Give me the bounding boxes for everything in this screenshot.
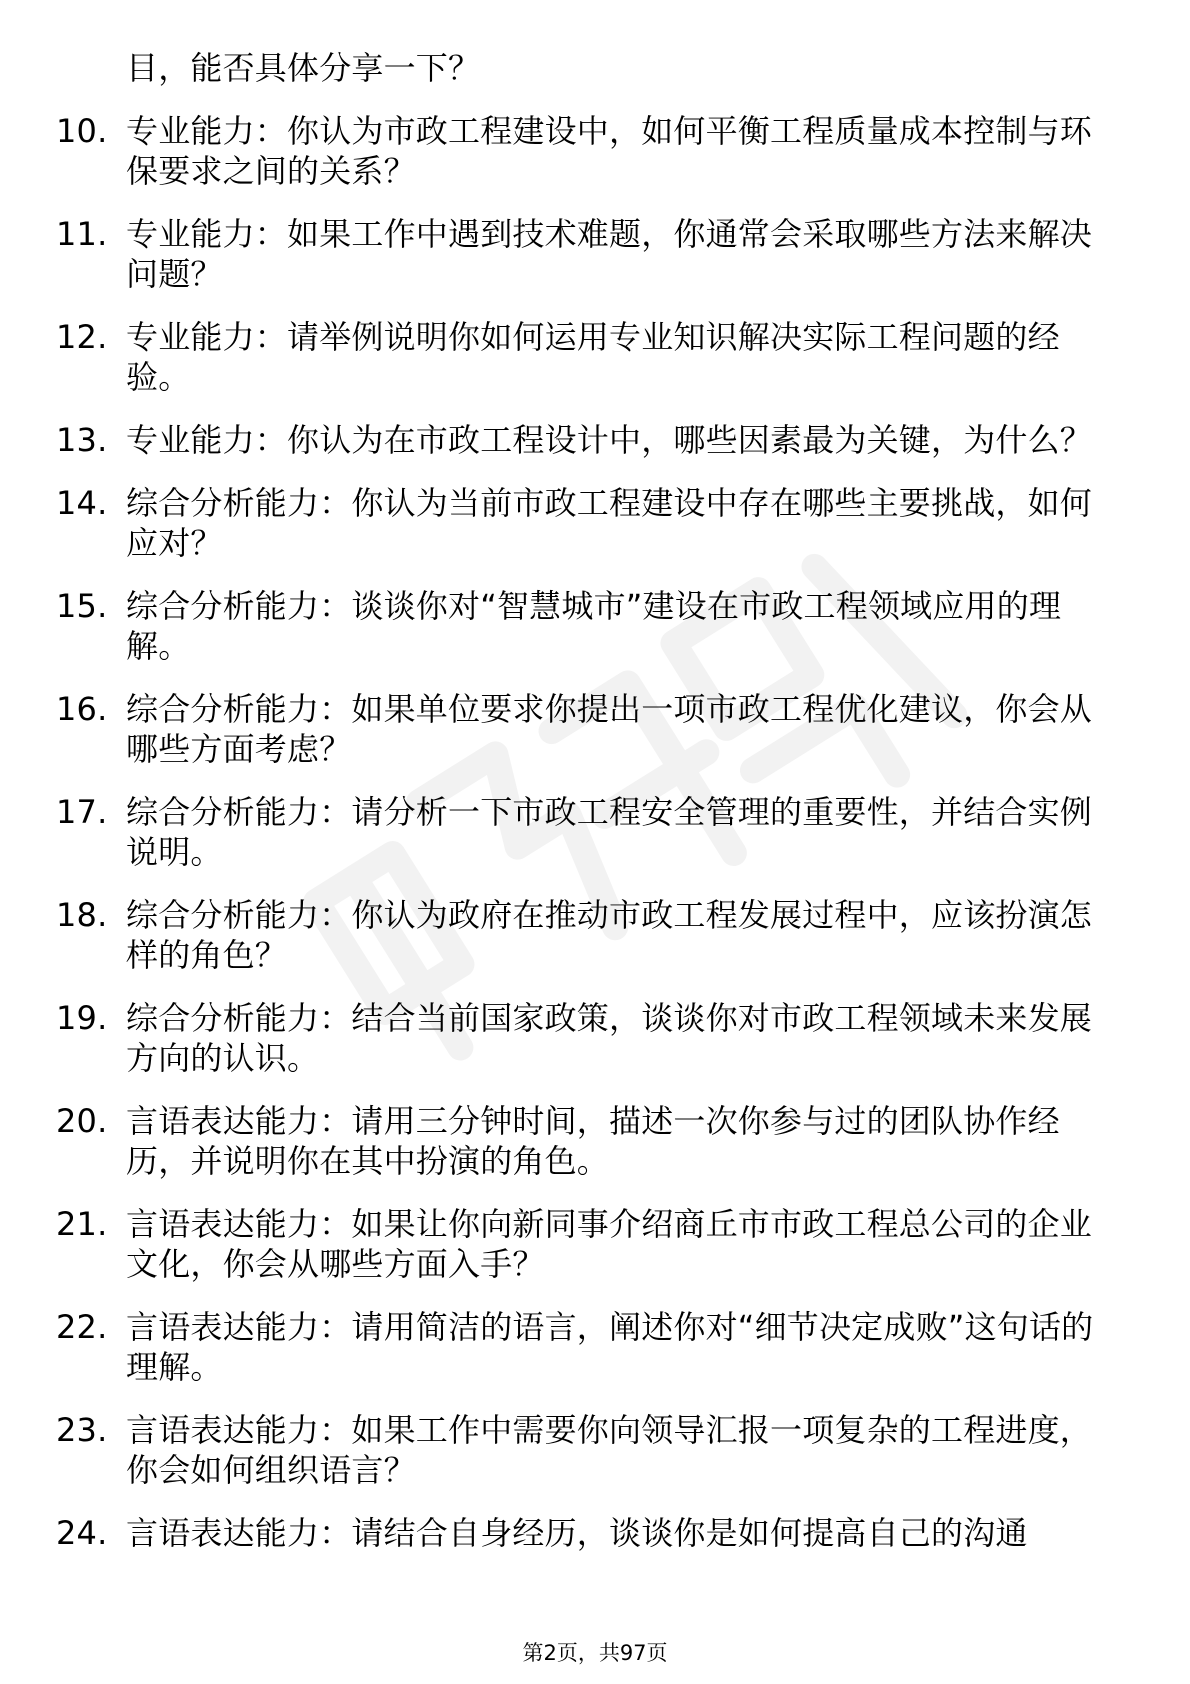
list-item [56, 1204, 1106, 1284]
item-text: 言语表达能力：请用简洁的语言，阐述你对“细节决定成败”这句话的理解。 [126, 1308, 1094, 1386]
item-number: 11. [56, 215, 108, 253]
item-number: 24. [56, 1514, 108, 1552]
list-item [56, 1307, 1106, 1387]
item-text: 综合分析能力：你认为当前市政工程建设中存在哪些主要挑战，如何应对？ [126, 484, 1093, 562]
list-item [56, 792, 1106, 872]
item-text: 专业能力：请举例说明你如何运用专业知识解决实际工程问题的经验。 [126, 318, 1060, 396]
item-number: 16. [56, 690, 108, 728]
list-item [56, 586, 1106, 666]
item-text: 综合分析能力：你认为政府在推动市政工程发展过程中，应该扮演怎样的角色？ [126, 896, 1093, 974]
list-item [56, 214, 1106, 294]
item-number: 23. [56, 1411, 108, 1449]
list-item [56, 689, 1106, 769]
item-number: 21. [56, 1205, 108, 1243]
list-item [56, 1101, 1106, 1181]
item-text: 专业能力：你认为市政工程建设中，如何平衡工程质量成本控制与环保要求之间的关系？ [126, 112, 1093, 190]
page-number: 第2页，共97页 [522, 1641, 668, 1665]
list-item [56, 111, 1106, 191]
item-number: 18. [56, 896, 108, 934]
item-number: 20. [56, 1102, 108, 1140]
item-number: 13. [56, 421, 108, 459]
list-item [56, 483, 1106, 563]
item-text: 言语表达能力：如果工作中需要你向领导汇报一项复杂的工程进度，你会如何组织语言？ [126, 1411, 1093, 1489]
list-item [56, 998, 1106, 1078]
list-item [56, 420, 1106, 460]
item-number: 14. [56, 484, 108, 522]
list-item [56, 317, 1106, 397]
list-item [56, 1513, 1106, 1553]
item-number: 15. [56, 587, 108, 625]
question-list [56, 48, 1106, 1576]
item-text: 综合分析能力：谈谈你对“智慧城市”建设在市政工程领域应用的理解。 [126, 587, 1062, 665]
continued-text-content: 目，能否具体分享一下？ [126, 49, 481, 87]
item-text: 言语表达能力：如果让你向新同事介绍商丘市市政工程总公司的企业文化，你会从哪些方面入手？ [126, 1205, 1093, 1283]
item-text: 综合分析能力：请分析一下市政工程安全管理的重要性，并结合实例说明。 [126, 793, 1093, 871]
item-number: 22. [56, 1308, 108, 1346]
list-item [56, 1410, 1106, 1490]
item-number: 17. [56, 793, 108, 831]
list-item [56, 895, 1106, 975]
item-text: 言语表达能力：请结合自身经历，谈谈你是如何提高自己的沟通 [126, 1514, 1028, 1552]
item-text: 综合分析能力：结合当前国家政策，谈谈你对市政工程领域未来发展方向的认识。 [126, 999, 1093, 1077]
item-text: 言语表达能力：请用三分钟时间，描述一次你参与过的团队协作经历，并说明你在其中扮演的角色。 [126, 1102, 1060, 1180]
item-text: 专业能力：如果工作中遇到技术难题，你通常会采取哪些方法来解决问题？ [126, 215, 1093, 293]
item-number: 19. [56, 999, 108, 1037]
item-text: 专业能力：你认为在市政工程设计中，哪些因素最为关键，为什么？ [126, 421, 1093, 459]
continued-text [56, 48, 1106, 88]
item-number: 12. [56, 318, 108, 356]
item-number: 10. [56, 112, 108, 150]
item-text: 综合分析能力：如果单位要求你提出一项市政工程优化建议，你会从哪些方面考虑？ [126, 690, 1093, 768]
